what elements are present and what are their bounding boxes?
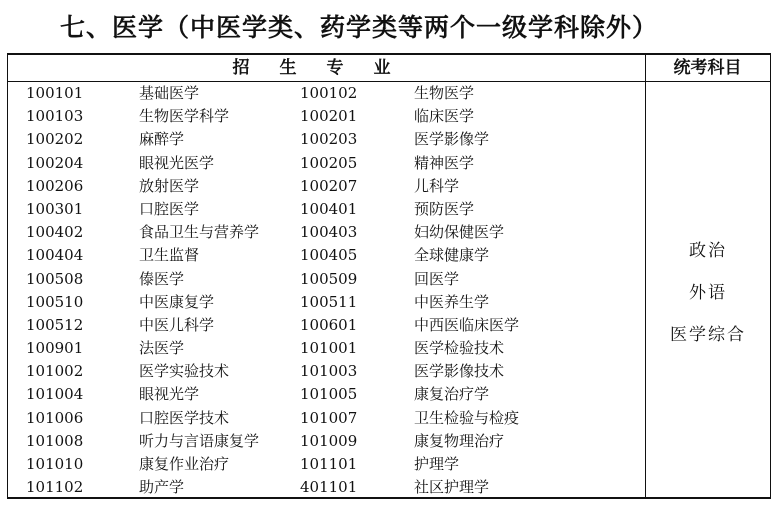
major-code: 101009 <box>300 431 358 450</box>
table-header <box>8 55 770 82</box>
table-row <box>8 105 645 128</box>
major-code: 101004 <box>26 385 84 404</box>
major-name: 医学检验技术 <box>414 339 505 358</box>
page-title: 七、医学（中医学类、药学类等两个一级学科除外） <box>60 13 659 42</box>
major-code: 100102 <box>300 84 358 102</box>
major-code: 100301 <box>26 199 84 218</box>
major-rows <box>8 82 645 499</box>
major-name: 预防医学 <box>414 199 475 218</box>
exam-subject: 政治 <box>689 241 727 261</box>
major-code: 100202 <box>26 130 84 149</box>
table-row <box>8 152 645 175</box>
major-name: 卫生监督 <box>139 246 200 265</box>
exam-subject: 外语 <box>689 283 727 303</box>
major-name: 中医儿科学 <box>139 315 215 334</box>
table-row <box>8 82 645 105</box>
table-row <box>8 198 645 221</box>
major-code: 100510 <box>26 292 84 311</box>
table-row <box>8 314 645 337</box>
major-name: 精神医学 <box>414 153 475 172</box>
major-name: 基础医学 <box>139 84 200 102</box>
major-code: 101005 <box>300 385 358 404</box>
table-row <box>8 476 645 499</box>
major-code: 100404 <box>26 246 84 265</box>
table-row <box>8 291 645 314</box>
table-row <box>8 383 645 406</box>
major-code: 100509 <box>300 269 358 288</box>
major-code: 100601 <box>300 315 358 334</box>
major-name: 康复物理治疗 <box>414 431 505 450</box>
major-name: 听力与言语康复学 <box>139 431 260 450</box>
major-code: 100901 <box>26 339 84 358</box>
major-code: 100103 <box>26 107 84 126</box>
major-code: 100203 <box>300 130 358 149</box>
major-code: 100402 <box>26 223 84 242</box>
major-name: 生物医学 <box>414 84 475 102</box>
major-code: 100205 <box>300 153 358 172</box>
major-code: 100207 <box>300 176 358 195</box>
major-name: 妇幼保健医学 <box>414 223 505 242</box>
major-name: 卫生检验与检疫 <box>414 408 520 427</box>
major-name: 放射医学 <box>139 176 200 195</box>
major-name: 医学实验技术 <box>139 362 230 381</box>
major-name: 医学影像学 <box>414 130 490 149</box>
major-code: 100201 <box>300 107 358 126</box>
major-name: 回医学 <box>414 269 460 288</box>
major-name: 法医学 <box>139 339 185 358</box>
table-row <box>8 453 645 476</box>
major-code: 100512 <box>26 315 84 334</box>
major-name: 口腔医学 <box>139 199 200 218</box>
table-row <box>8 221 645 244</box>
major-name: 中西医临床医学 <box>414 315 520 334</box>
exam-subjects <box>646 230 770 356</box>
major-name: 傣医学 <box>139 269 185 288</box>
header-major: 招生专业 <box>232 58 421 78</box>
major-name: 全球健康学 <box>414 246 490 265</box>
major-code: 101007 <box>300 408 358 427</box>
major-name: 护理学 <box>414 455 460 473</box>
major-code: 101010 <box>26 455 84 473</box>
major-name: 生物医学科学 <box>139 107 230 126</box>
major-name: 口腔医学技术 <box>139 408 230 427</box>
major-name: 眼视光医学 <box>139 153 215 172</box>
major-code: 100101 <box>26 84 84 102</box>
major-code: 100403 <box>300 223 358 242</box>
table-row <box>8 244 645 267</box>
majors-table <box>7 53 771 499</box>
major-code: 401101 <box>300 478 358 497</box>
table-row <box>8 268 645 291</box>
table-row <box>8 175 645 198</box>
major-code: 100401 <box>300 199 358 218</box>
table-row <box>8 407 645 430</box>
major-name: 社区护理学 <box>414 478 490 497</box>
major-code: 101101 <box>300 455 358 473</box>
major-code: 101001 <box>300 339 358 358</box>
major-name: 康复作业治疗 <box>139 455 230 473</box>
major-code: 100405 <box>300 246 358 265</box>
major-name: 医学影像技术 <box>414 362 505 381</box>
major-name: 眼视光学 <box>139 385 200 404</box>
major-name: 康复治疗学 <box>414 385 490 404</box>
major-code: 100508 <box>26 269 84 288</box>
table-row <box>8 430 645 453</box>
exam-subject: 医学综合 <box>670 325 746 345</box>
major-code: 101008 <box>26 431 84 450</box>
major-code: 101006 <box>26 408 84 427</box>
major-code: 100204 <box>26 153 84 172</box>
header-exam-subjects: 统考科目 <box>673 58 742 78</box>
table-row <box>8 128 645 151</box>
table-row <box>8 360 645 383</box>
major-name: 儿科学 <box>414 176 460 195</box>
major-code: 100206 <box>26 176 84 195</box>
major-code: 101002 <box>26 362 84 381</box>
major-name: 麻醉学 <box>139 130 185 149</box>
major-name: 助产学 <box>139 478 185 497</box>
table-row <box>8 337 645 360</box>
major-code: 101003 <box>300 362 358 381</box>
major-name: 临床医学 <box>414 107 475 126</box>
major-name: 中医养生学 <box>414 292 490 311</box>
major-code: 101102 <box>26 478 84 497</box>
major-name: 食品卫生与营养学 <box>139 223 260 242</box>
major-code: 100511 <box>300 292 358 311</box>
major-name: 中医康复学 <box>139 292 215 311</box>
